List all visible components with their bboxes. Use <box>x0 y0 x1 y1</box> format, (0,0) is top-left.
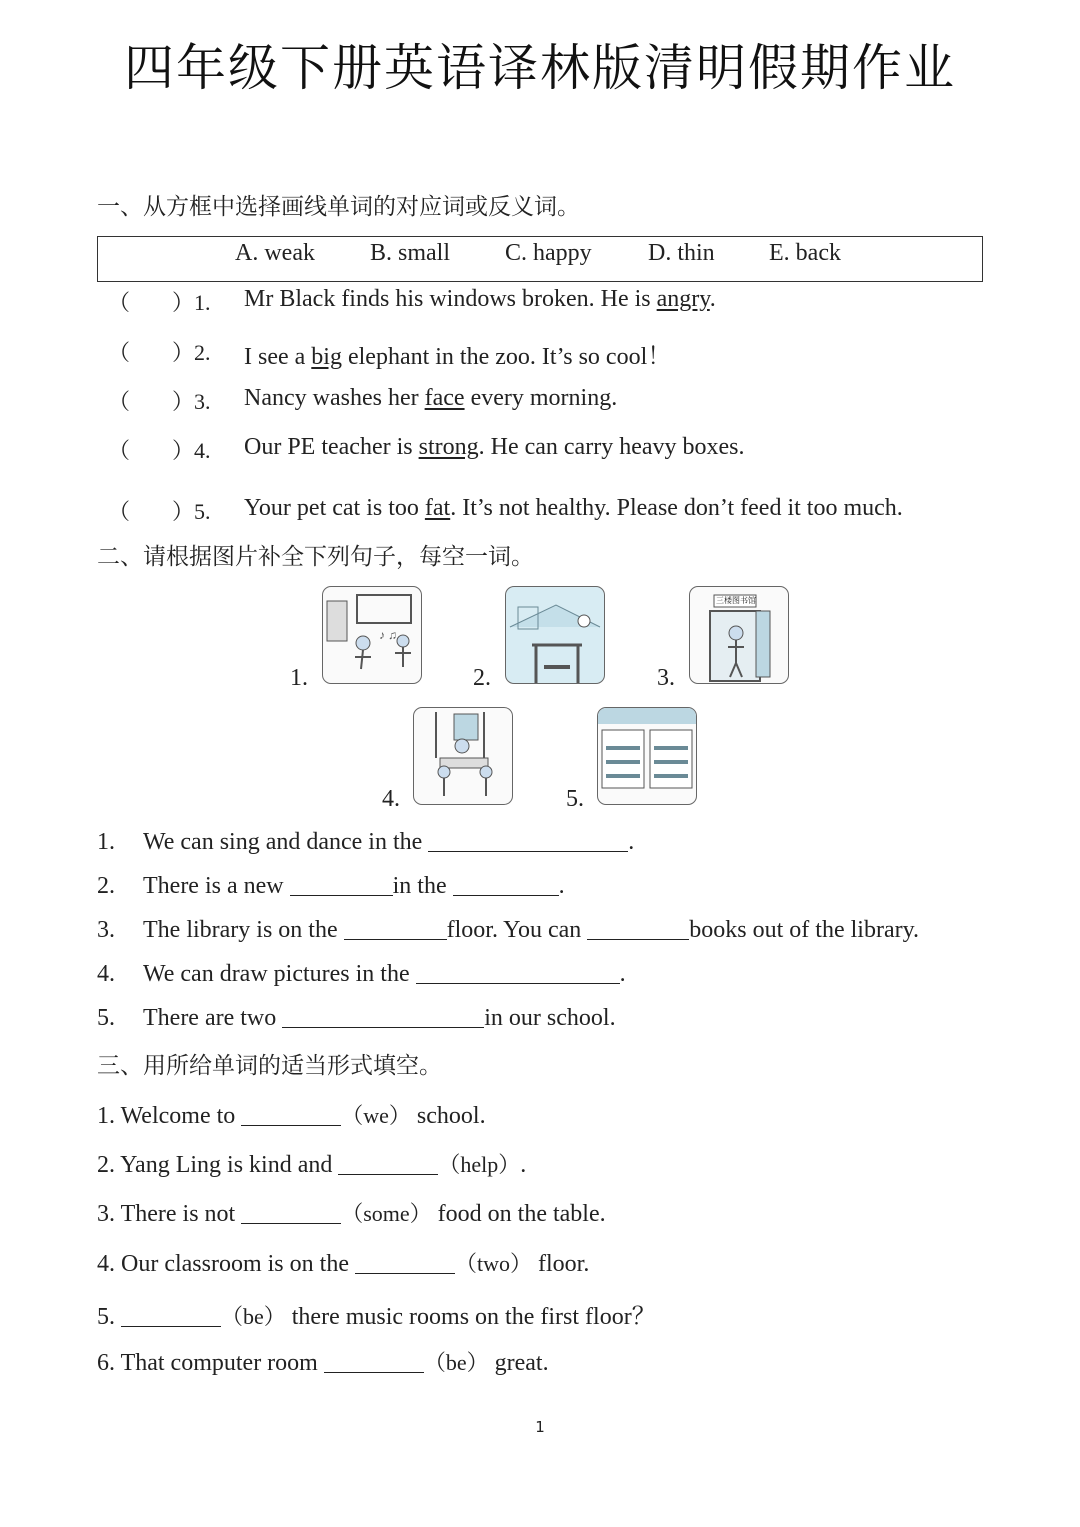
question-text-before: Your pet cat is too <box>244 495 425 521</box>
sentence-part: We can draw pictures in the <box>143 961 416 987</box>
answer-paren-open: （ <box>108 389 131 414</box>
sentence-part: . <box>628 829 635 855</box>
sentence-row <box>97 1005 616 1032</box>
sentence-part: books out of the library. <box>689 917 920 943</box>
sentence-row <box>97 829 634 856</box>
sentence-number: 3. <box>97 917 115 943</box>
svg-text:♪ ♫: ♪ ♫ <box>379 628 397 642</box>
question-number: ）5. <box>172 499 211 524</box>
library-sign-text: 三楼图书馆 <box>716 596 756 605</box>
word-hint: （be） <box>221 1304 286 1329</box>
sentence-after: food on the table. <box>431 1201 606 1227</box>
picture-label-1: 1. <box>290 665 308 691</box>
question-text <box>244 385 617 412</box>
word-form-row <box>97 1247 589 1278</box>
question-text-before: Our PE teacher is <box>244 434 419 460</box>
picture-label-3: 3. <box>657 665 675 691</box>
option-a: A. weak <box>235 240 315 266</box>
sentence-after: school. <box>410 1103 486 1129</box>
question-text <box>244 336 671 371</box>
question-number: ）3. <box>172 389 211 414</box>
sentence-part: There are two <box>143 1005 283 1031</box>
sentence-number: 5. <box>97 1005 115 1031</box>
answer-blank[interactable] <box>428 831 628 852</box>
section3-heading: 三、用所给单词的适当形式填空。 <box>97 1053 442 1079</box>
answer-blank[interactable] <box>416 963 620 984</box>
word-form-row <box>97 1296 656 1331</box>
answer-blank[interactable] <box>587 919 689 940</box>
sentence-row <box>97 961 626 988</box>
word-hint: （two） <box>454 1251 532 1276</box>
sentence-part: in the <box>392 873 453 899</box>
word-form-row <box>97 1197 606 1228</box>
sentence-before: 5. <box>97 1304 121 1330</box>
library-picture <box>689 586 789 684</box>
answer-blank[interactable] <box>121 1306 221 1327</box>
answer-blank[interactable] <box>344 919 447 940</box>
sentence-part: . <box>558 873 565 899</box>
question-text-before: Nancy washes her <box>244 385 425 411</box>
picture-label-4: 4. <box>382 786 400 812</box>
option-d: D. thin <box>648 240 715 266</box>
word-hint: （some） <box>341 1201 432 1226</box>
underlined-word: angry <box>656 286 710 312</box>
answer-paren-open: （ <box>108 499 131 524</box>
sentence-row <box>97 873 565 900</box>
answer-blank[interactable] <box>453 875 559 896</box>
word-form-row <box>97 1148 526 1179</box>
classrooms-picture <box>597 707 697 805</box>
sentence-part: . <box>619 961 626 987</box>
sentence-part: floor. You can <box>446 917 588 943</box>
option-b: B. small <box>370 240 451 266</box>
picture-label-2: 2. <box>473 665 491 691</box>
sentence-after: . <box>520 1152 527 1178</box>
question-text-after: elephant in the zoo. It’s so cool！ <box>341 344 672 370</box>
sentence-row <box>97 917 919 944</box>
answer-blank[interactable] <box>355 1253 455 1274</box>
question-number: ）4. <box>172 438 211 463</box>
underlined-word: strong <box>418 434 479 460</box>
playground-picture <box>505 586 605 684</box>
word-form-row <box>97 1099 486 1130</box>
answer-blank[interactable] <box>324 1352 424 1373</box>
answer-paren-open: （ <box>108 340 131 365</box>
answer-blank[interactable] <box>338 1154 438 1175</box>
question-text-after: every morning. <box>464 385 618 411</box>
word-form-row <box>97 1346 549 1377</box>
page-number: 1 <box>535 1418 545 1436</box>
question-text-before: Mr Black finds his windows broken. He is <box>244 286 657 312</box>
question-text <box>244 495 903 522</box>
answer-paren-open: （ <box>108 438 131 463</box>
option-c: C. happy <box>505 240 592 266</box>
music-room-picture <box>322 586 422 684</box>
answer-blank[interactable] <box>282 1007 484 1028</box>
sentence-after: floor. <box>531 1251 590 1277</box>
question-text-before: I see a <box>244 344 312 370</box>
sentence-before: 1. Welcome to <box>97 1103 242 1129</box>
sentence-number: 1. <box>97 829 115 855</box>
sentence-before: 2. Yang Ling is kind and <box>97 1152 339 1178</box>
word-hint: （help） <box>438 1152 521 1177</box>
answer-blank[interactable] <box>290 875 393 896</box>
answer-blank[interactable] <box>241 1105 341 1126</box>
sentence-number: 4. <box>97 961 115 987</box>
question-number: ）2. <box>172 340 211 365</box>
sentence-part: The library is on the <box>143 917 344 943</box>
question-text <box>244 434 744 461</box>
option-e: E. back <box>769 240 841 266</box>
sentence-part: There is a new <box>143 873 290 899</box>
underlined-word: fat <box>424 495 451 521</box>
answer-paren-open: （ <box>108 290 131 315</box>
section2-heading: 二、请根据图片补全下列句子，每空一词。 <box>97 544 534 570</box>
underlined-word: face <box>424 385 465 411</box>
picture-label-5: 5. <box>566 786 584 812</box>
art-room-picture <box>413 707 513 805</box>
sentence-before: 4. Our classroom is on the <box>97 1251 355 1277</box>
sentence-before: 6. That computer room <box>97 1350 324 1376</box>
underlined-word: big <box>311 344 342 370</box>
word-hint: （be） <box>423 1350 489 1375</box>
word-hint: （we） <box>341 1103 411 1128</box>
question-text-after: . He can carry heavy boxes. <box>478 434 745 460</box>
options-box <box>97 236 983 282</box>
question-text <box>244 286 716 313</box>
question-number: ）1. <box>172 290 211 315</box>
section1-heading: 一、从方框中选择画线单词的对应词或反义词。 <box>97 194 580 220</box>
question-text-after: . <box>709 286 716 312</box>
answer-blank[interactable] <box>241 1203 341 1224</box>
sentence-number: 2. <box>97 873 115 899</box>
sentence-after: great. <box>488 1350 549 1376</box>
page-title: 四年级下册英语译林版清明假期作业 <box>124 39 956 97</box>
sentence-after: there music rooms on the first floor？ <box>285 1304 656 1330</box>
sentence-before: 3. There is not <box>97 1201 242 1227</box>
sentence-part: We can sing and dance in the <box>143 829 429 855</box>
sentence-part: in our school. <box>484 1005 616 1031</box>
question-text-after: . It’s not healthy. Please don’t feed it too much. <box>450 495 903 521</box>
